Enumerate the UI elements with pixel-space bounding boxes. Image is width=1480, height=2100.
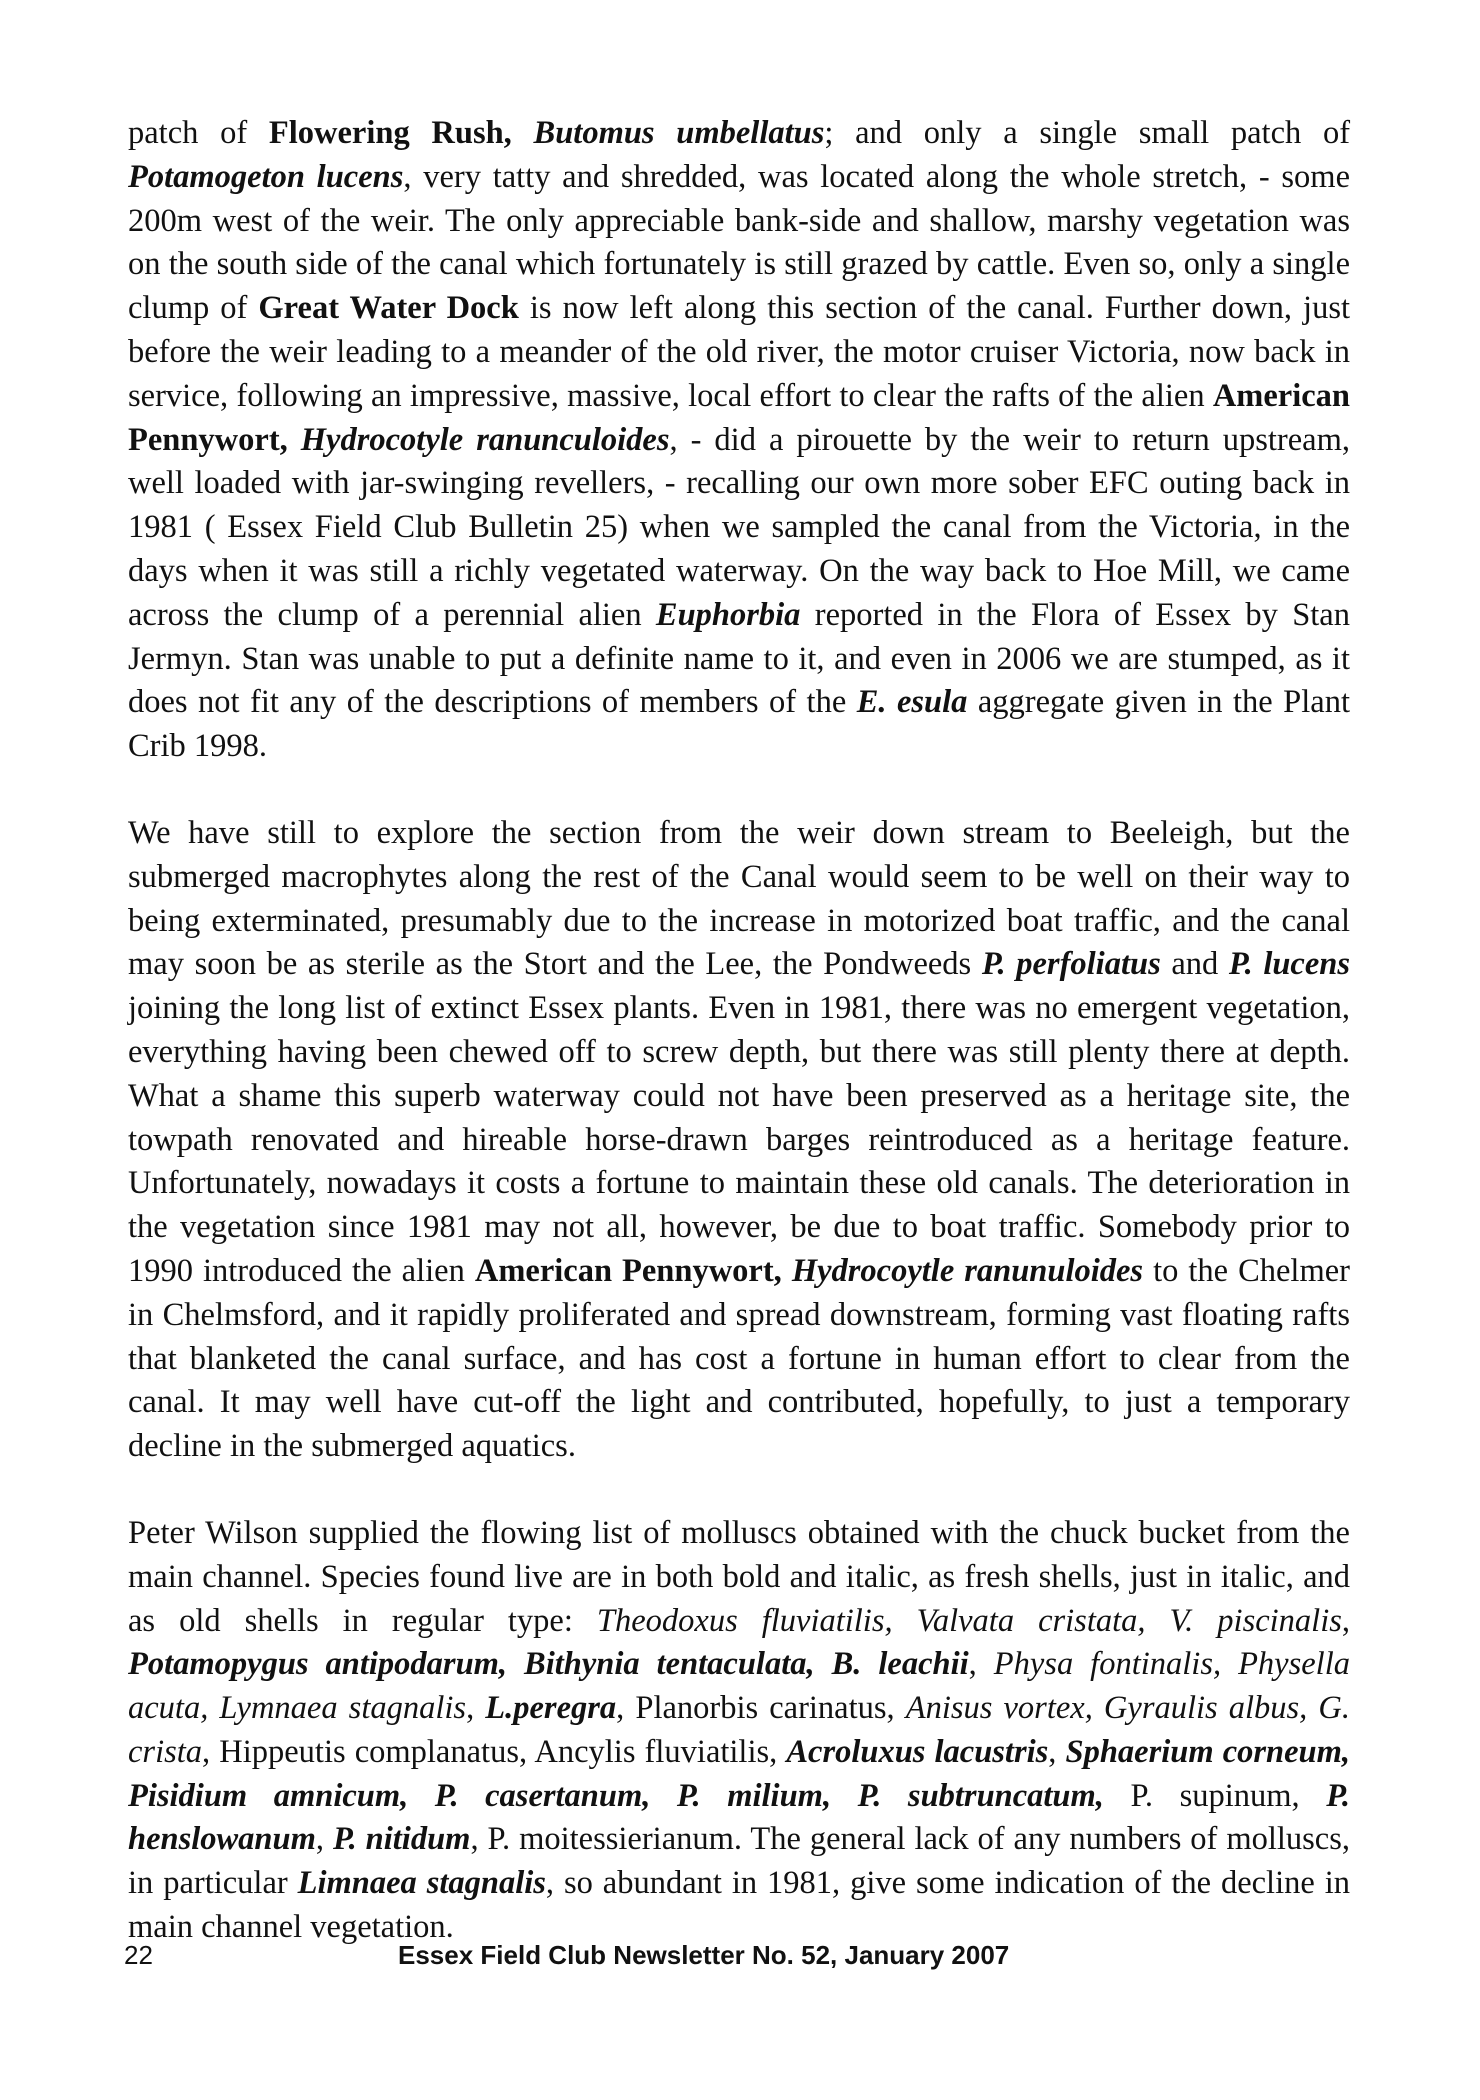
text-run: , — [466, 1690, 486, 1727]
text-run: , very tatty and shredded, was located along the whole stretch, - some 200m west of the weir. The only appreciable bank-side and shallow, marshy vegetation was on the south side of the canal which fortunately is still grazed by cattle. Even so, only a single clump of — [128, 158, 1350, 327]
bold-italic-term: P. perfoliatus — [981, 946, 1161, 983]
bold-term: American Pennywort, — [474, 1252, 782, 1289]
bold-italic-term: Euphorbia — [655, 596, 801, 633]
text-run: , P. moitessierianum. The general lack of any numbers of molluscs, in particular — [128, 1821, 1351, 1902]
text-run: , Planorbis carinatus, — [616, 1690, 906, 1727]
text-run: , — [968, 1646, 994, 1683]
bold-italic-term: P. nitidum — [332, 1821, 471, 1858]
text-run: and — [1160, 946, 1229, 983]
text-run: aggregate given in the Plant Crib 1998. — [128, 684, 1350, 765]
page-number: 22 — [124, 1940, 153, 1970]
text-run: Peter Wilson supplied the flowing list of molluscs obtained with the chuck bucket from the main channel. Species found live are in both bold and italic, as fresh shells, just in italic, and as old shells in regular type: — [128, 1514, 1350, 1639]
text-run: , - did a pirouette by the weir to return upstream, well loaded with jar-swinging revellers, - recalling our own more sober EFC outing back in 1981 ( Essex Field Club Bulletin 25) when we sampled the canal from the Victoria, in the days when it was still a richly vegetated waterway. On the way back to Hoe Mill, we came across the clump of a perennial alien — [128, 421, 1350, 633]
bold-italic-term: Sphaerium corneum, Pisidium amnicum, P. casertanum, P. milium, P. subtruncatum, — [128, 1733, 1351, 1814]
page-footer — [124, 1935, 1350, 1975]
text-run: , so abundant in 1981, give some indication of the decline in main channel vegetation. — [128, 1865, 1350, 1946]
bold-italic-term: P. lucens — [1228, 946, 1350, 983]
bold-term: Flowering Rush, — [268, 115, 512, 151]
text-run: , — [1048, 1733, 1066, 1770]
bold-italic-term: Limnaea stagnalis — [297, 1865, 546, 1902]
bold-term: Great Water Dock — [258, 290, 519, 327]
bold-italic-term: E. esula — [856, 684, 968, 721]
bold-italic-term: Acroluxus lacustris — [786, 1733, 1049, 1770]
paragraph-1 — [128, 112, 1350, 769]
bold-italic-term: Hydrocoytle ranunuloides — [791, 1252, 1144, 1289]
text-run: We have still to explore the section from the weir down stream to Beeleigh, but the submerged macrophytes along the rest of the Canal would seem to be well on their way to being exterminated, presumably due to the increase in motorized boat traffic, and the canal may soon be as sterile as the Stort and the Lee, the Pondweeds — [128, 814, 1350, 983]
text-run: , — [315, 1821, 333, 1858]
text-run — [782, 1253, 792, 1289]
text-run: to the Chelmer in Chelmsford, and it rapidly proliferated and spread downstream, forming vast floating rafts that blanketed the canal surface, and has cost a fortune in human effort to clear from the canal. It may well have cut-off the light and contributed, hopefully, to just a temporary decline in the submerged aquatics. — [128, 1252, 1350, 1465]
paragraph-3 — [128, 1512, 1350, 1950]
bold-italic-term: L.peregra — [485, 1690, 617, 1727]
newsletter-title: Essex Field Club Newsletter No. 52, January 2007 — [398, 1940, 1010, 1970]
text-run: is now left along this section of the canal. Further down, just before the weir leading to a meander of the old river, the motor cruiser Victoria, now back in service, following an impressive, massive, local effort to clear the rafts of the alien — [128, 290, 1350, 414]
bold-italic-term: Hydrocotyle ranunculoides — [300, 421, 670, 458]
italic-term: Theodoxus fluviatilis, Valvata cristata, V. piscinalis — [596, 1602, 1342, 1639]
text-run: joining the long list of extinct Essex plants. Even in 1981, there was no emergent vegetation, everything having been chewed off to screw depth, but there was still plenty there at depth. What a shame this superb waterway could not have been preserved as a heritage site, the towpath renovated and hireable horse-drawn barges reintroduced as a heritage feature. Unfortunately, nowadays it costs a fortune to maintain these old canals. The deterioration in the vegetation since 1981 may not all, however, be due to boat traffic. Somebody prior to 1990 introduced the alien — [128, 990, 1350, 1289]
bold-italic-term: Potamogeton lucens — [128, 158, 404, 195]
text-run: reported in the Flora of Essex by Stan Jermyn. Stan was unable to put a definite name to it, and even in 2006 we are stumped, as it does not fit any of the descriptions of members of the — [128, 596, 1350, 721]
text-run — [288, 422, 301, 458]
text-run: P. supinum, — [1103, 1777, 1327, 1814]
text-run: , Hippeutis complanatus, Ancylis fluviatilis, — [202, 1733, 787, 1770]
bold-italic-term: Potamopygus antipodarum, Bithynia tentaculata, B. leachii — [128, 1646, 969, 1683]
italic-term: Physa fontinalis, Physella acuta, Lymnaea stagnalis — [128, 1646, 1350, 1727]
bold-italic-term: Butomus umbellatus — [533, 115, 825, 151]
bold-italic-term: P. henslowanum — [128, 1777, 1351, 1858]
italic-term: Anisus vortex, Gyraulis albus, G. crista — [128, 1690, 1350, 1770]
paragraph-2 — [128, 812, 1350, 1469]
text-run: ; and only a single small patch of — [824, 115, 1351, 151]
text-run: , — [1341, 1602, 1351, 1639]
text-run: patch of — [128, 115, 269, 151]
text-run — [512, 115, 534, 151]
bold-term: American Pennywort, — [128, 377, 1350, 458]
article-body — [128, 112, 1350, 1950]
